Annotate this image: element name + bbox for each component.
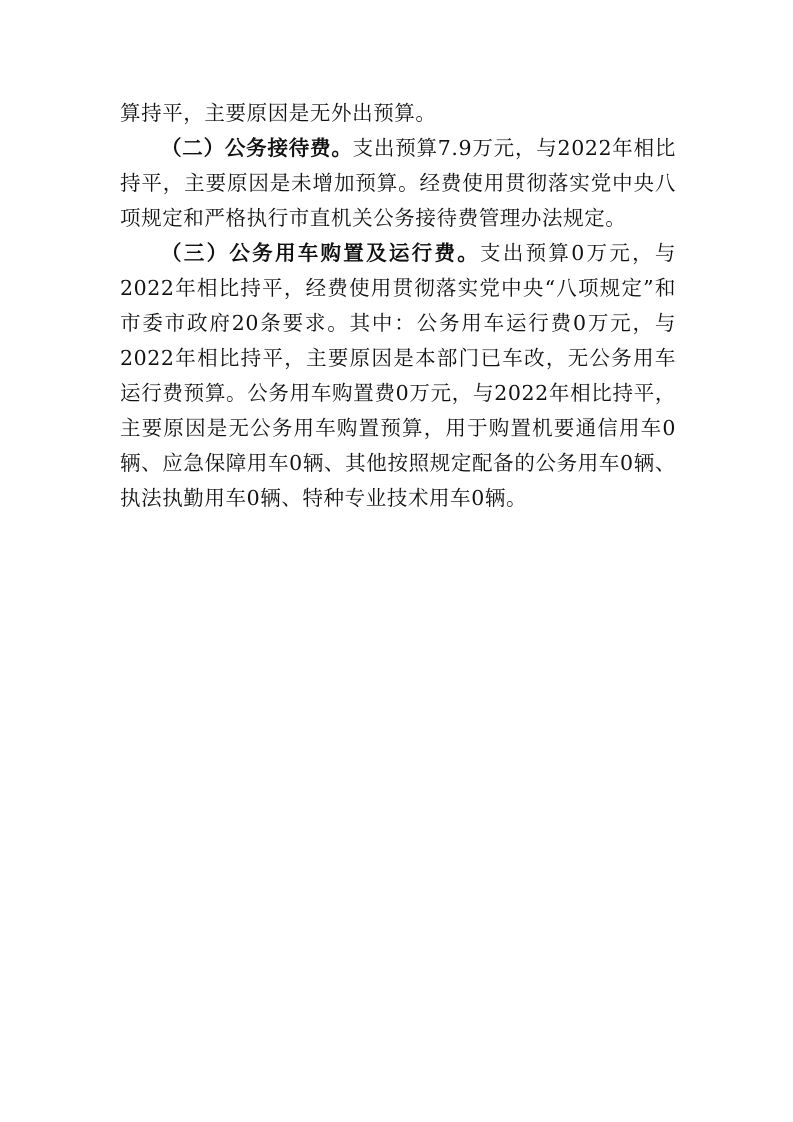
paragraph-reception-expense [120, 131, 676, 236]
paragraph-text: 支出预算7.9万元，与2022年相比持平，主要原因是未增加预算。经费使用贯彻落实党中央八项规定和严格执行市直机关公务接待费管理办法规定。 [120, 136, 676, 230]
section-heading-vehicle: （三）公务用车购置及运行费。 [161, 241, 481, 265]
section-heading-reception: （二）公务接待费。 [161, 136, 353, 160]
paragraph-text: 算持平，主要原因是无外出预算。 [120, 101, 437, 125]
paragraph-text: 支出预算0万元，与2022年相比持平，经费使用贯彻落实党中央“八项规定”和市委市政府20条要求。其中：公务用车运行费0万元，与2022年相比持平，主要原因是本部门已车改，无公务用车运行费预算。公务用车购置费0万元，与2022年相比持平，主要原因是无公务用车购置预算，用于购置机要通信用车0辆、应急保障用车0辆、其他按照规定配备的公务用车0辆、执法执勤用车0辆、特种专业技术用车0辆。 [120, 241, 676, 510]
document-body [120, 96, 676, 516]
paragraph-vehicle-expense [120, 236, 676, 516]
paragraph-continuation [120, 96, 676, 131]
